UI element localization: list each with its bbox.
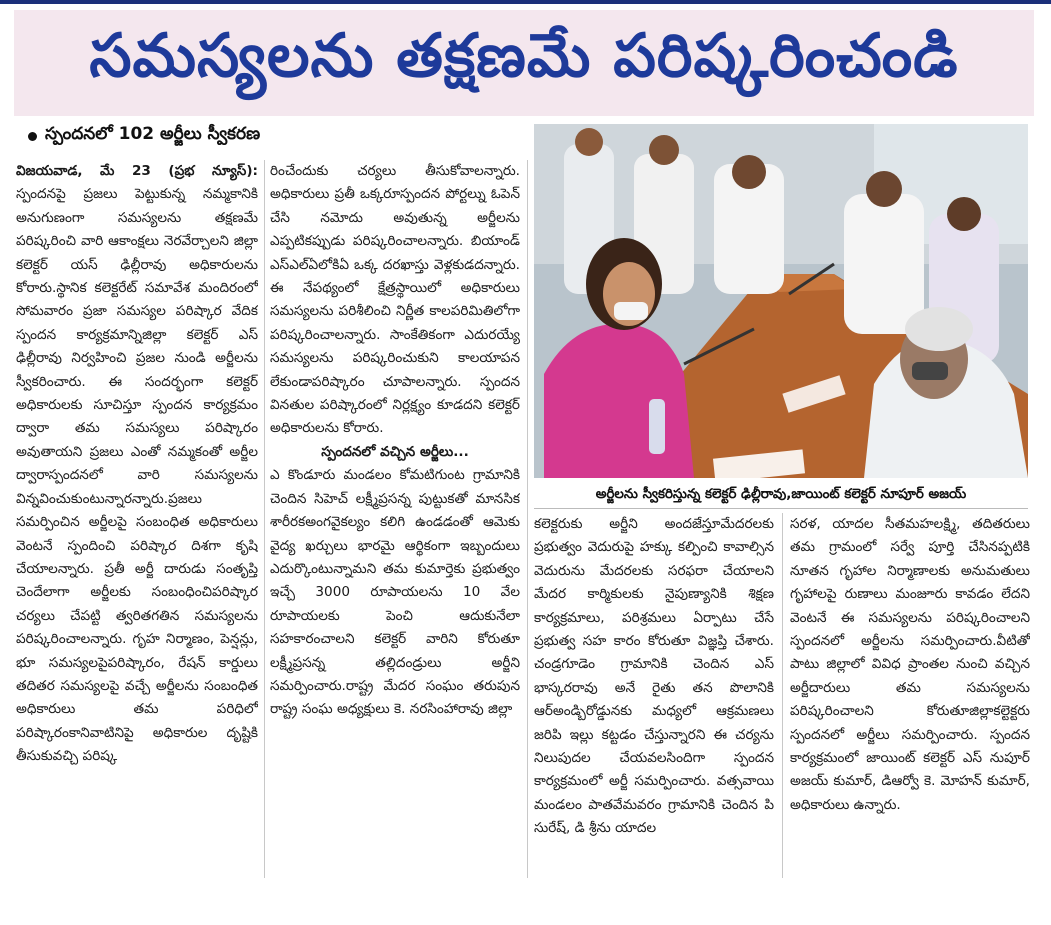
column-2-text-continued: ఎ కొండూరు మండలం కోమటిగుంట గ్రామానికి చెందిన సిహెచ్ లక్ష్మీప్రసన్న పుట్టుకతో మానసిక శారీరకఅంగవైకల్యం కలిగి ఉండడంతో ఆమెకు వైద్య ఖర్చులు భారమై ఆర్థికంగా ఇబ్బందులు ఎదుర్కొంటున్నామని తమ కుమార్తెకు ప్రభుత్వం ఇచ్చే 3000 రూపాయలను 10 వేల రూపాయలకు పెంచి ఆదుకునేలా సహకారంచాలని కలెక్టర్ వారిని కోరుతూ లక్ష్మీప్రసన్న తల్లిదండ్రులు అర్జీని సమర్పించారు.రాష్ట్ర మేదర సంఘం తరుపున రాష్ట్ర సంఘ అధ్యక్షులు కె. నరసింహారావు జిల్లా bbox=[270, 467, 520, 718]
caption-rule bbox=[534, 508, 1028, 509]
article-column-2 bbox=[270, 160, 520, 880]
subheadline-text: స్పందనలో 102 అర్జీలు స్వీకరణ bbox=[45, 124, 261, 144]
subheadline bbox=[28, 124, 260, 148]
column-2-text: రించేందుకు చర్యలు తీసుకోవాలన్నారు. అధికారులు ప్రతీ ఒక్కరూస్పందన పోర్టల్ను ఓపెన్ చేసి నవెూదు అవుతున్న అర్జీలను ఎప్పటికప్పుడు పరిష్కరించాలన్నారు. బియాండ్ ఎస్ఎల్ఏలోకిఏ ఒక్క దరఖాస్తు వెళ్లకుడదన్నారు. ఈ నేపథ్యంలో క్షేత్రస్థాయిలో అధికారులు సమస్యలను పరిశీలించి నిర్ణీత కాలపరిమితిలోగా పరిష్కరించాలన్నారు. సాంకేతికంగా ఎదురయ్యే సమస్యలను పరిష్కరించుకుని కాలయాపన లేకుండాపరిష్కారం చూపాలన్నారు. స్పందన వినతుల పరిష్కారంలో నిర్లక్ష్యం కూడదని కలెక్టర్ అధికారులను కోరారు. bbox=[270, 163, 520, 437]
top-rule bbox=[0, 0, 1051, 4]
article-column-3 bbox=[534, 513, 774, 883]
inline-subheading: స్పందనలో వచ్చిన అర్జీలు... bbox=[321, 443, 469, 460]
article-column-1 bbox=[16, 160, 258, 880]
article-column-4 bbox=[790, 513, 1030, 883]
dateline: విజయవాడ, మే 23 (ప్రభ న్యూస్): bbox=[16, 163, 258, 179]
column-divider bbox=[527, 160, 528, 878]
column-4-text: సరళ, యాదల సీతమహలక్ష్మి, తదితరులు తమ గ్రామంలో సర్వే పూర్తి చేసినప్పటికి నూతన గృహాల నిర్మాణాలకు అనుమతులు గృహాలపై రుణాలు మంజూరు కావడం లేదని వెంటనే ఈ సమస్యలను పరిష్కరించాలని స్పందనలో అర్జీలను సమర్పించారు.వీటితో పాటు జిల్లాలో వివిధ ప్రాంతల నుంచి వచ్చిన అర్జీదారులు తమ సమస్యలను పరిష్కరించాలని కోరుతూజిల్లాకల్టెక్టరు స్పందనలో అర్జీలు సమర్పించారు. స్పందన కార్యక్రమంలో జాయింట్ కలెక్టర్ ఎస్ నుపూర్ అజయ్ కుమార్, డిఆర్వో కె. వెూహన్ కుమార్, అధికారులు ఉన్నారు. bbox=[790, 516, 1030, 813]
column-divider bbox=[782, 513, 783, 878]
bullet-icon bbox=[28, 132, 37, 141]
headline: సమస్యలను తక్షణమే పరిష్కరించండి bbox=[89, 21, 959, 91]
news-photo bbox=[534, 124, 1028, 478]
column-1-text: స్పందనపై ప్రజలు పెట్టుకున్న నమ్మకానికి అనుగుణంగా సమస్యలను తక్షణమే పరిష్కరించి వారి ఆకాంక్షలు నెరవేర్చాలని జిల్లా కలెక్టర్ యస్ ఢిల్లీరావు అధికారులను కోరారు.స్థానిక కలెక్టరేట్ సమావేశ మందిరంలో సోమవారం ప్రజా సమస్యల పరిష్కార వేదిక స్పందన కార్యక్రమాన్నిజిల్లా కలెక్టర్ ఎస్ ఢిల్లీరావు నిర్వహించి ప్రజల నుండి అర్జీలను స్వీకరించారు. ఈ సందర్భంగా కలెక్టర్ అధికారులకు సూచిస్తూ స్పందన కార్యక్రమం ద్వారా తమ సమస్యలు పరిష్కారం అవుతాయని ప్రజలు ఎంతో నమ్మకంతో అర్జీల ద్వారాస్పందనలో వారి సమస్యలను విన్నవించుకుంటున్నారన్నారు.ప్రజలు సమర్పించిన అర్జీలపై సంబంధిత అధికారులు వెంటనే స్పందించి పరిష్కార దిశగా కృషి చేయాలన్నారు. ప్రతీ అర్జీ దారుడు సంతృప్తి చెందేలాగా అర్జీలకు సంబంధించిపరిష్కార చర్యలు చేపట్టి త్వరితగతిన సమస్యలను పరిష్కరించాలన్నారు. గృహ నిర్మాణం, పెన్షన్లు, భూ సమస్యలపైపరిష్కారం, రేషన్ కార్డులు తదితర సమస్యలపై వచ్చే అర్జీలను సంబంధిత అధికారులు తమ పరిధిలో పరిష్కారంకానివాటినిపై అధికారుల దృష్టికి తీసుకువచ్చి పరిష్క bbox=[16, 186, 258, 765]
photo-caption: అర్జీలను స్వీకరిస్తున్న కలెక్టర్ ఢిల్లీరావు,జాయింట్ కలెక్టర్ నూపూర్ అజయ్ bbox=[595, 487, 967, 502]
headline-band bbox=[14, 10, 1034, 116]
column-divider bbox=[264, 160, 265, 878]
column-3-text: కలెక్టరుకు అర్జీని అందజేస్తూమేదరలకు ప్రభుత్వం వెదురుపై హక్కు కల్పించి కావాల్సిన వెదురును మేదరలకు సరఫరా చేయాలని మేదర కార్మికులకు నైపుణ్యానికి శిక్షణ కార్యక్రమాలు, పరిశ్రమలు ఏర్పాటు చేసే ప్రభుత్వ సహ కారం కోరుతూ విజ్ఞప్తి చేశారు. చండ్రగూడెం గ్రామానికి చెందిన ఎస్ భాస్కరరావు అనే రైతు తన పొలానికి ఆర్అండ్బిరోడ్డునకు మధ్యలో ఆక్రమణలు జరిపి ఇల్లు కట్టడం చేస్తున్నారని ఈ చర్యను నిలుపుదల చేయవలసిందిగా స్పందన కార్యక్రమంలో అర్జీ సమర్పించారు. వత్సవాయి మండలం పాతవేమవరం గ్రామానికి చెందిన పి సురేష్, డి శ్రీను యాదల bbox=[534, 516, 774, 837]
